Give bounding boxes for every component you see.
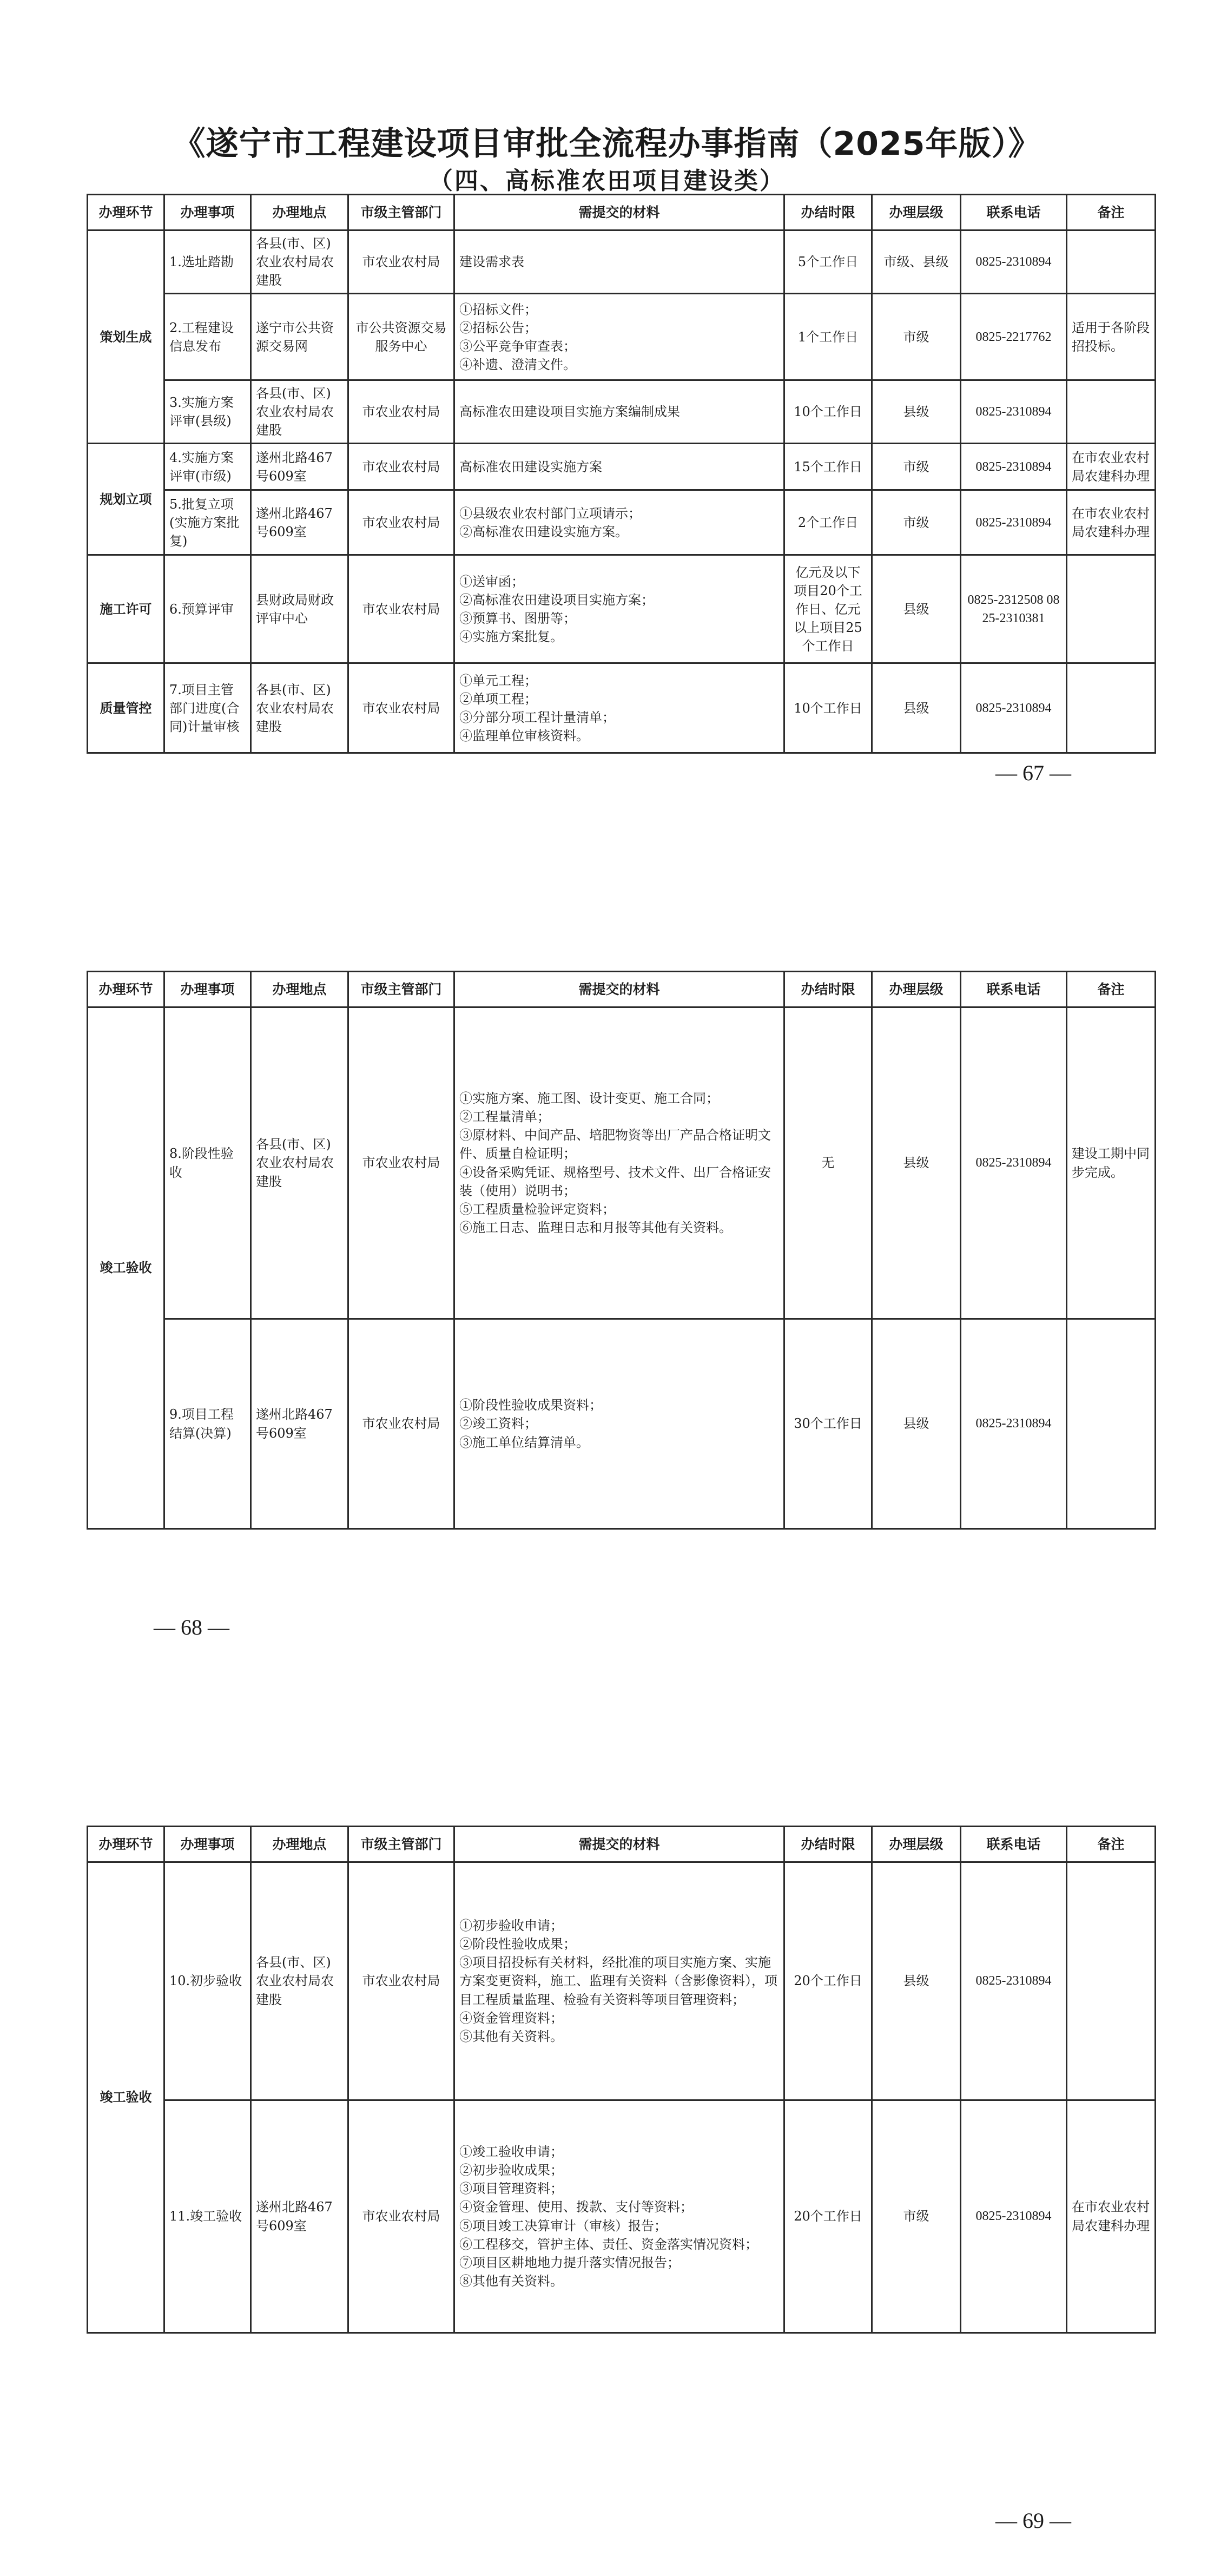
- header-level: 办理层级: [872, 972, 961, 1007]
- material-line: ③项目招投标有关材料，经批准的项目实施方案、实施方案变更资料，施工、监理有关资料（含影像资料），项目工程质量监理、检验有关资料等项目管理资料；: [459, 1955, 777, 2007]
- dept-cell: 市农业农村局: [348, 2100, 454, 2333]
- phone-cell: 0825-2310894: [961, 230, 1067, 294]
- materials-cell: [454, 2100, 784, 2333]
- level-cell: 市级: [872, 294, 961, 380]
- material-line: ②高标准农田建设实施方案。: [459, 524, 628, 539]
- location-cell: 各县(市、区)农业农村局农建股: [251, 380, 348, 444]
- page-number: — 67 —: [995, 761, 1071, 785]
- material-line: ⑧其他有关资料。: [459, 2273, 563, 2289]
- table-row: [88, 1319, 1156, 1529]
- material-line: ③预算书、图册等；: [459, 610, 576, 626]
- material-line: ④资金管理、使用、拨款、支付等资料；: [459, 2199, 693, 2215]
- header-materials: 需提交的材料: [454, 972, 784, 1007]
- header-stage: 办理环节: [88, 1827, 164, 1862]
- material-line: ③原材料、中间产品、培肥物资等出厂产品合格证明文件、质量自检证明；: [459, 1128, 771, 1162]
- header-materials: 需提交的材料: [454, 195, 784, 230]
- guide-table-page-67: [87, 194, 1156, 754]
- header-location: 办理地点: [251, 1827, 348, 1862]
- material-line: ④补遗、澄清文件。: [459, 357, 576, 372]
- item-cell: 1.选址踏勘: [164, 230, 251, 294]
- time-cell: 5个工作日: [784, 230, 872, 294]
- material-line: ①单元工程；: [459, 673, 537, 688]
- header-item: 办理事项: [164, 972, 251, 1007]
- remark-cell: 建设工期中同步完成。: [1067, 1007, 1156, 1319]
- item-cell: 8.阶段性验收: [164, 1007, 251, 1319]
- material-line: ⑦项目区耕地地力提升落实情况报告；: [459, 2255, 680, 2270]
- materials-cell: [454, 294, 784, 380]
- remark-cell: [1067, 1319, 1156, 1529]
- dept-cell: 市农业农村局: [348, 490, 454, 555]
- material-line: 高标准农田建设实施方案: [459, 459, 602, 475]
- material-line: ①招标文件；: [459, 301, 537, 317]
- header-item: 办理事项: [164, 1827, 251, 1862]
- page-number: — 69 —: [995, 2508, 1071, 2533]
- header-phone: 联系电话: [961, 195, 1067, 230]
- material-line: ④监理单位审核资料。: [459, 728, 589, 744]
- material-line: ③施工单位结算清单。: [459, 1434, 589, 1450]
- dept-cell: 市农业农村局: [348, 444, 454, 490]
- material-line: ①县级农业农村部门立项请示；: [459, 505, 641, 521]
- stage-cell: 竣工验收: [88, 1862, 164, 2333]
- material-line: ①实施方案、施工图、设计变更、施工合同；: [459, 1091, 719, 1106]
- location-cell: 各县(市、区)农业农村局农建股: [251, 230, 348, 294]
- item-cell: 10.初步验收: [164, 1862, 251, 2100]
- header-stage: 办理环节: [88, 195, 164, 230]
- header-remark: 备注: [1067, 972, 1156, 1007]
- location-cell: 各县(市、区)农业农村局农建股: [251, 663, 348, 753]
- materials-cell: [454, 490, 784, 555]
- dept-cell: 市农业农村局: [348, 380, 454, 444]
- materials-cell: [454, 230, 784, 294]
- remark-cell: 在市农业农村局农建科办理: [1067, 490, 1156, 555]
- dept-cell: 市公共资源交易服务中心: [348, 294, 454, 380]
- phone-cell: 0825-2310894: [961, 1862, 1067, 2100]
- item-cell: 2.工程建设信息发布: [164, 294, 251, 380]
- material-line: ①送审函；: [459, 574, 524, 589]
- header-materials: 需提交的材料: [454, 1827, 784, 1862]
- phone-cell: 0825-2310894: [961, 490, 1067, 555]
- phone-cell: 0825-2310894: [961, 1007, 1067, 1319]
- table-row: [88, 663, 1156, 753]
- time-cell: 1个工作日: [784, 294, 872, 380]
- time-cell: 10个工作日: [784, 663, 872, 753]
- material-line: ①初步验收申请；: [459, 1918, 563, 1934]
- materials-cell: [454, 1007, 784, 1319]
- header-stage: 办理环节: [88, 972, 164, 1007]
- location-cell: 各县(市、区)农业农村局农建股: [251, 1007, 348, 1319]
- location-cell: 遂州北路467号609室: [251, 490, 348, 555]
- dept-cell: 市农业农村局: [348, 230, 454, 294]
- material-line: ③项目管理资料；: [459, 2181, 563, 2197]
- phone-cell: 0825-2310894: [961, 663, 1067, 753]
- location-cell: 遂州北路467号609室: [251, 1319, 348, 1529]
- header-dept: 市级主管部门: [348, 972, 454, 1007]
- table-row: [88, 444, 1156, 490]
- item-cell: 5.批复立项(实施方案批复): [164, 490, 251, 555]
- location-cell: 遂州北路467号609室: [251, 444, 348, 490]
- header-remark: 备注: [1067, 195, 1156, 230]
- table-row: [88, 294, 1156, 380]
- level-cell: 市级: [872, 490, 961, 555]
- dept-cell: 市农业农村局: [348, 1862, 454, 2100]
- time-cell: 20个工作日: [784, 1862, 872, 2100]
- material-line: ①竣工验收申请；: [459, 2144, 563, 2160]
- material-line: ②阶段性验收成果；: [459, 1936, 576, 1952]
- header-time: 办结时限: [784, 972, 872, 1007]
- material-line: ④资金管理资料；: [459, 2010, 563, 2026]
- material-line: ⑤工程质量检验评定资料；: [459, 1201, 615, 1217]
- material-line: ⑤项目竣工决算审计（审核）报告；: [459, 2218, 667, 2234]
- item-cell: 4.实施方案评审(市级): [164, 444, 251, 490]
- location-cell: 遂州北路467号609室: [251, 2100, 348, 2333]
- level-cell: 县级: [872, 555, 961, 663]
- header-time: 办结时限: [784, 1827, 872, 1862]
- remark-cell: 适用于各阶段招投标。: [1067, 294, 1156, 380]
- item-cell: 11.竣工验收: [164, 2100, 251, 2333]
- location-cell: 县财政局财政评审中心: [251, 555, 348, 663]
- header-phone: 联系电话: [961, 972, 1067, 1007]
- dept-cell: 市农业农村局: [348, 663, 454, 753]
- material-line: ⑤其他有关资料。: [459, 2028, 563, 2044]
- time-cell: 30个工作日: [784, 1319, 872, 1529]
- phone-cell: 0825-2310894: [961, 380, 1067, 444]
- remark-cell: [1067, 555, 1156, 663]
- table-row: [88, 555, 1156, 663]
- stage-cell: 规划立项: [88, 444, 164, 555]
- header-dept: 市级主管部门: [348, 195, 454, 230]
- material-line: ⑥施工日志、监理日志和月报等其他有关资料。: [459, 1220, 732, 1235]
- remark-cell: 在市农业农村局农建科办理: [1067, 2100, 1156, 2333]
- level-cell: 市级: [872, 2100, 961, 2333]
- level-cell: 市级: [872, 444, 961, 490]
- materials-cell: [454, 444, 784, 490]
- table-row: [88, 2100, 1156, 2333]
- time-cell: 2个工作日: [784, 490, 872, 555]
- table-row: [88, 1007, 1156, 1319]
- level-cell: 县级: [872, 1007, 961, 1319]
- dept-cell: 市农业农村局: [348, 555, 454, 663]
- item-cell: 3.实施方案评审(县级): [164, 380, 251, 444]
- header-dept: 市级主管部门: [348, 1827, 454, 1862]
- level-cell: 县级: [872, 663, 961, 753]
- material-line: ③分部分项工程计量清单；: [459, 709, 615, 725]
- table-row: [88, 380, 1156, 444]
- header-level: 办理层级: [872, 1827, 961, 1862]
- remark-cell: [1067, 1862, 1156, 2100]
- item-cell: 7.项目主管部门进度(合同)计量审核: [164, 663, 251, 753]
- materials-cell: [454, 1862, 784, 2100]
- materials-cell: [454, 1319, 784, 1529]
- location-cell: 各县(市、区)农业农村局农建股: [251, 1862, 348, 2100]
- materials-cell: [454, 380, 784, 444]
- remark-cell: [1067, 230, 1156, 294]
- level-cell: 市级、县级: [872, 230, 961, 294]
- dept-cell: 市农业农村局: [348, 1007, 454, 1319]
- header-location: 办理地点: [251, 195, 348, 230]
- material-line: ②招标公告；: [459, 320, 537, 335]
- table-row: [88, 1862, 1156, 2100]
- stage-cell: 竣工验收: [88, 1007, 164, 1529]
- time-cell: 10个工作日: [784, 380, 872, 444]
- level-cell: 县级: [872, 380, 961, 444]
- remark-cell: [1067, 663, 1156, 753]
- material-line: ②初步验收成果；: [459, 2163, 563, 2178]
- document-subtitle: （四、高标准农田项目建设类）: [429, 167, 785, 195]
- material-line: ②工程量清单；: [459, 1109, 550, 1125]
- guide-table-page-69: [87, 1826, 1156, 2334]
- table-row: [88, 230, 1156, 294]
- time-cell: 15个工作日: [784, 444, 872, 490]
- stage-cell: 策划生成: [88, 230, 164, 444]
- header-location: 办理地点: [251, 972, 348, 1007]
- header-time: 办结时限: [784, 195, 872, 230]
- stage-cell: 施工许可: [88, 555, 164, 663]
- item-cell: 9.项目工程结算(决算): [164, 1319, 251, 1529]
- material-line: 高标准农田建设项目实施方案编制成果: [459, 404, 680, 420]
- stage-cell: 质量管控: [88, 663, 164, 753]
- header-level: 办理层级: [872, 195, 961, 230]
- header-remark: 备注: [1067, 1827, 1156, 1862]
- material-line: ①阶段性验收成果资料；: [459, 1398, 602, 1413]
- remark-cell: 在市农业农村局农建科办理: [1067, 444, 1156, 490]
- guide-table-page-68: [87, 971, 1156, 1530]
- table-row: [88, 490, 1156, 555]
- location-cell: 遂宁市公共资源交易网: [251, 294, 348, 380]
- document-title: 《遂宁市工程建设项目审批全流程办事指南（2025年版）》: [173, 125, 1041, 163]
- phone-cell: 0825-2310894: [961, 444, 1067, 490]
- remark-cell: [1067, 380, 1156, 444]
- phone-cell: 0825-2310894: [961, 1319, 1067, 1529]
- level-cell: 县级: [872, 1319, 961, 1529]
- time-cell: 亿元及以下项目20个工作日、亿元以上项目25个工作日: [784, 555, 872, 663]
- phone-cell: 0825-2310894: [961, 2100, 1067, 2333]
- time-cell: 无: [784, 1007, 872, 1319]
- item-cell: 6.预算评审: [164, 555, 251, 663]
- phone-cell: 0825-2312508 0825-2310381: [961, 555, 1067, 663]
- material-line: 建设需求表: [459, 254, 524, 270]
- material-line: ⑥工程移交，管护主体、责任、资金落实情况资料；: [459, 2236, 758, 2252]
- material-line: ④设备采购凭证、规格型号、技术文件、出厂合格证安装（使用）说明书；: [459, 1164, 771, 1198]
- material-line: ②高标准农田建设项目实施方案；: [459, 592, 654, 608]
- page-number: — 68 —: [154, 1615, 229, 1639]
- materials-cell: [454, 663, 784, 753]
- materials-cell: [454, 555, 784, 663]
- material-line: ④实施方案批复。: [459, 629, 563, 645]
- material-line: ③公平竞争审查表；: [459, 338, 576, 354]
- material-line: ②单项工程；: [459, 691, 537, 707]
- level-cell: 县级: [872, 1862, 961, 2100]
- phone-cell: 0825-2217762: [961, 294, 1067, 380]
- time-cell: 20个工作日: [784, 2100, 872, 2333]
- material-line: ②竣工资料；: [459, 1416, 537, 1432]
- header-phone: 联系电话: [961, 1827, 1067, 1862]
- dept-cell: 市农业农村局: [348, 1319, 454, 1529]
- header-item: 办理事项: [164, 195, 251, 230]
